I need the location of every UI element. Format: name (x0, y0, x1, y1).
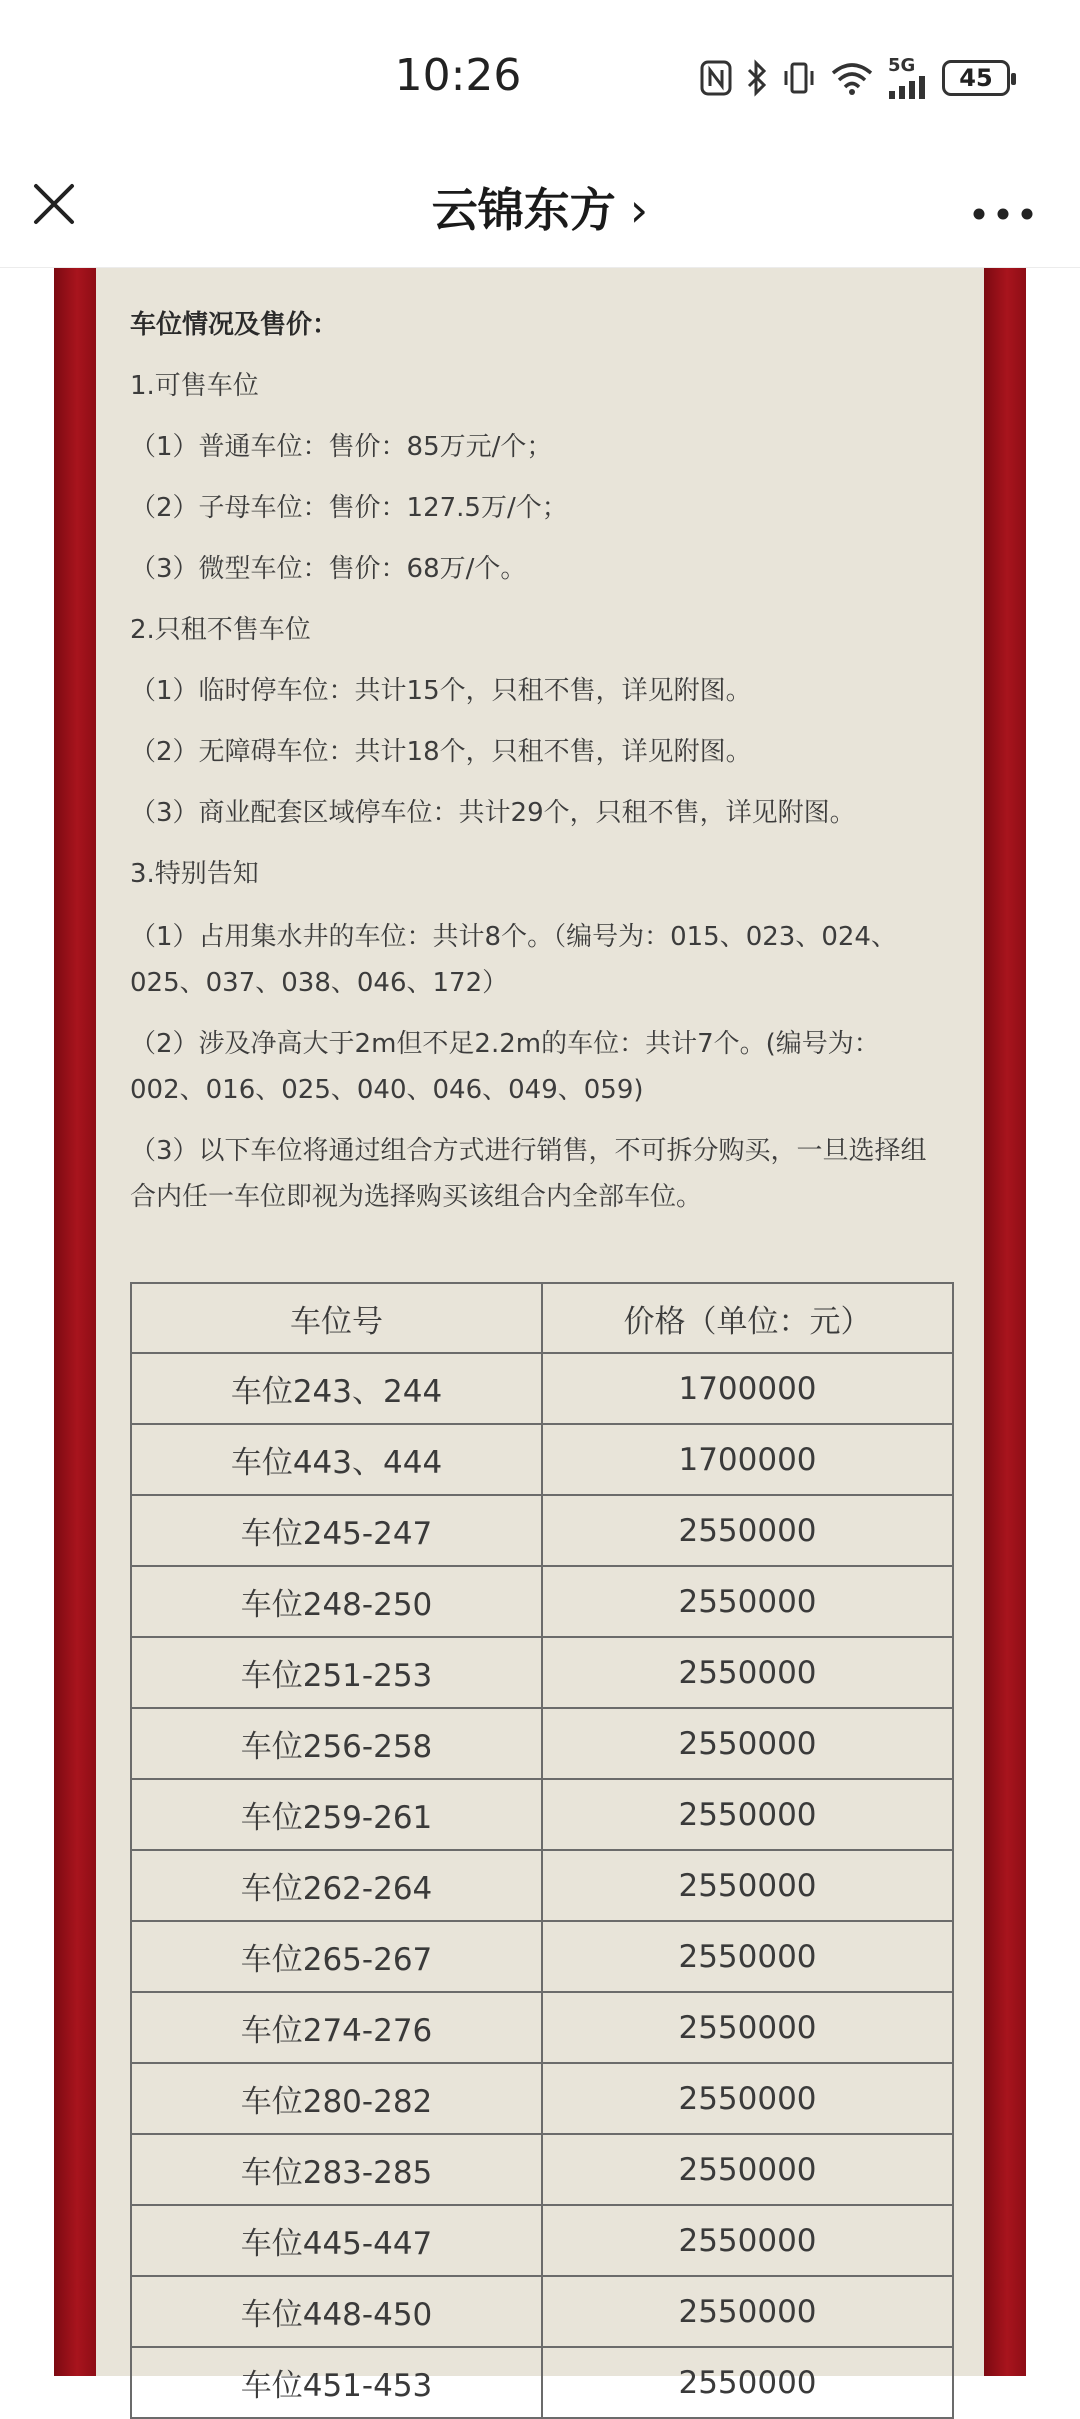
parking-price-table (130, 1282, 954, 2419)
article-line: 1.可售车位 (130, 371, 259, 401)
decorative-border-left (54, 268, 96, 2376)
table-row (131, 2205, 953, 2276)
article-line: （2）子母车位：售价：127.5万/个； (130, 493, 568, 523)
section-heading: 车位情况及售价： (130, 310, 339, 340)
wifi-icon (830, 58, 874, 98)
network-label: 5G (888, 55, 916, 76)
page-title-text: 云锦东方 (431, 183, 616, 237)
table-row (131, 1992, 953, 2063)
parking-spot-cell: 车位283-285 (131, 2134, 542, 2205)
table-row (131, 1495, 953, 1566)
signal-icon (888, 55, 928, 98)
parking-spot-cell: 车位245-247 (131, 1495, 542, 1566)
chevron-right-icon: › (629, 183, 649, 237)
article-text (130, 304, 950, 1235)
status-bar (0, 0, 1080, 150)
table-row (131, 1353, 953, 1424)
table-row (131, 1779, 953, 1850)
table-row (131, 2134, 953, 2205)
table-row (131, 1708, 953, 1779)
bluetooth-icon (746, 58, 768, 98)
table-header-spot: 车位号 (131, 1283, 542, 1353)
price-cell: 2550000 (542, 2205, 953, 2276)
parking-spot-cell: 车位445-447 (131, 2205, 542, 2276)
parking-spot-cell: 车位251-253 (131, 1637, 542, 1708)
parking-spot-cell: 车位280-282 (131, 2063, 542, 2134)
parking-spot-cell: 车位259-261 (131, 1779, 542, 1850)
table-header-row (131, 1283, 953, 1353)
battery-icon: 45 (942, 60, 1010, 96)
price-cell: 1700000 (542, 1424, 953, 1495)
table-header-price: 价格（单位：元） (542, 1283, 953, 1353)
article-line: （3）以下车位将通过组合方式进行销售，不可拆分购买，一旦选择组合内任一车位即视为选择购买该组合内全部车位。 (130, 1136, 927, 1212)
price-cell: 2550000 (542, 1566, 953, 1637)
price-cell: 2550000 (542, 1921, 953, 1992)
table-row (131, 1850, 953, 1921)
article-line: （1）普通车位：售价：85万元/个； (130, 432, 553, 462)
article-line: （3）微型车位：售价：68万/个。 (130, 554, 527, 584)
page-title[interactable] (0, 174, 1080, 240)
table-row (131, 1637, 953, 1708)
nfc-icon (700, 58, 732, 98)
price-cell: 2550000 (542, 1708, 953, 1779)
price-cell: 1700000 (542, 1353, 953, 1424)
parking-spot-cell: 车位256-258 (131, 1708, 542, 1779)
price-cell: 2550000 (542, 2276, 953, 2347)
parking-spot-cell: 车位265-267 (131, 1921, 542, 1992)
price-cell: 2550000 (542, 1850, 953, 1921)
article-line: （2）无障碍车位：共计18个，只租不售，详见附图。 (130, 737, 752, 767)
article-line: （1）临时停车位：共计15个，只租不售，详见附图。 (130, 676, 752, 706)
price-cell: 2550000 (542, 1495, 953, 1566)
price-cell: 2550000 (542, 2347, 953, 2418)
status-icons (700, 56, 1010, 100)
more-icon[interactable] (972, 206, 1034, 220)
vibrate-icon (782, 58, 816, 98)
article-page[interactable] (0, 268, 1080, 2404)
status-time: 10:26 (394, 50, 522, 101)
price-cell: 2550000 (542, 1779, 953, 1850)
parking-spot-cell: 车位451-453 (131, 2347, 542, 2418)
article-line: 3.特别告知 (130, 859, 259, 889)
table-row (131, 1921, 953, 1992)
article-line: 2.只租不售车位 (130, 615, 311, 645)
price-cell: 2550000 (542, 1992, 953, 2063)
parking-spot-cell: 车位443、444 (131, 1424, 542, 1495)
parking-spot-cell: 车位448-450 (131, 2276, 542, 2347)
article-line: （2）涉及净高大于2m但不足2.2m的车位：共计7个。(编号为：002、016、025、040、046、049、059) (130, 1029, 880, 1105)
parking-spot-cell: 车位262-264 (131, 1850, 542, 1921)
article-line: （3）商业配套区域停车位：共计29个，只租不售，详见附图。 (130, 798, 856, 828)
parking-spot-cell: 车位248-250 (131, 1566, 542, 1637)
price-cell: 2550000 (542, 2063, 953, 2134)
price-cell: 2550000 (542, 2134, 953, 2205)
table-row (131, 2276, 953, 2347)
parking-spot-cell: 车位243、244 (131, 1353, 542, 1424)
parking-spot-cell: 车位274-276 (131, 1992, 542, 2063)
decorative-border-right (984, 268, 1026, 2376)
table-row (131, 2347, 953, 2418)
article-line: （1）占用集水井的车位：共计8个。（编号为：015、023、024、025、037、038、046、172） (130, 922, 897, 998)
nav-bar (0, 150, 1080, 268)
price-cell: 2550000 (542, 1637, 953, 1708)
table-row (131, 1566, 953, 1637)
article-panel (96, 268, 984, 2404)
table-row (131, 1424, 953, 1495)
table-row (131, 2063, 953, 2134)
